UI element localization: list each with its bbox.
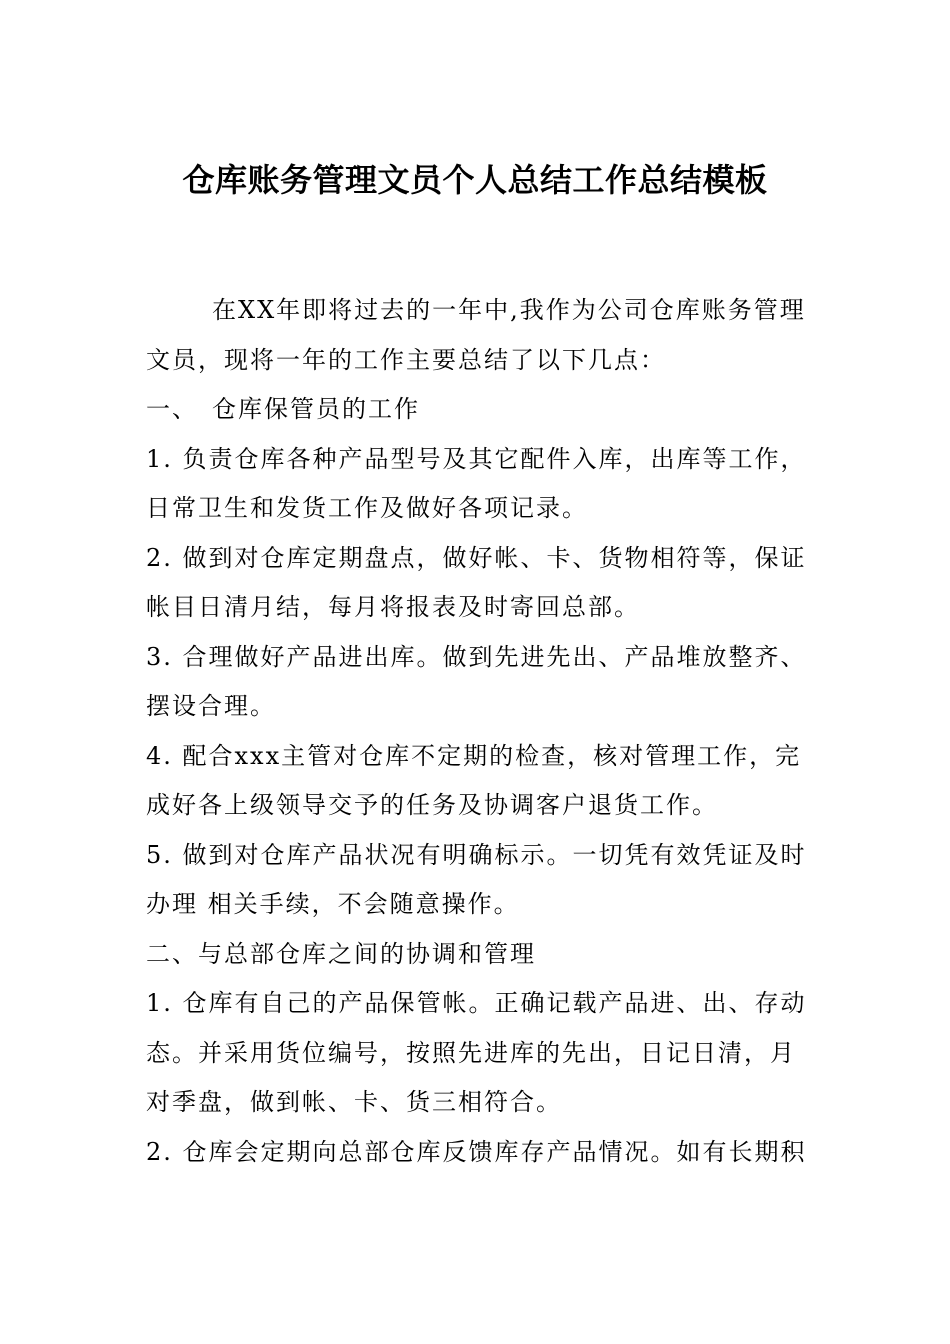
list-item-line: 成好各上级领导交予的任务及协调客户退货工作。 [146, 791, 718, 819]
list-item-line: 办理 相关手续，不会随意操作。 [146, 890, 520, 918]
list-item-line: 帐目日清月结，每月将报表及时寄回总部。 [146, 593, 640, 621]
paragraph-line: 在XX年即将过去的一年中,我作为公司仓库账务管理 [212, 296, 806, 324]
list-item-line: 对季盘，做到帐、卡、货三相符合。 [146, 1088, 562, 1116]
paragraph-line: 文员，现将一年的工作主要总结了以下几点： [146, 345, 666, 374]
list-item-line: 摆设合理。 [146, 692, 276, 720]
list-item-line: 2. 仓库会定期向总部仓库反馈库存产品情况。如有长期积 [146, 1137, 807, 1166]
section-heading: 二、与总部仓库之间的协调和管理 [146, 939, 536, 968]
list-item-line: 态。并采用货位编号，按照先进库的先出，日记日清，月 [146, 1038, 796, 1067]
section-heading: 一、 仓库保管员的工作 [146, 395, 420, 423]
list-item-line: 4. 配合xxx主管对仓库不定期的检查，核对管理工作，完 [146, 741, 802, 770]
document-title: 仓库账务管理文员个人总结工作总结模板 [182, 161, 768, 199]
document-body [146, 286, 808, 1177]
list-item-line: 5. 做到对仓库产品状况有明确标示。一切凭有效凭证及时 [146, 840, 807, 869]
list-item-line: 1. 仓库有自己的产品保管帐。正确记载产品进、出、存动 [146, 989, 807, 1017]
list-item-line: 3. 合理做好产品进出库。做到先进先出、产品堆放整齐、 [146, 642, 807, 671]
list-item-line: 2. 做到对仓库定期盘点，做好帐、卡、货物相符等，保证 [146, 543, 807, 572]
list-item-line: 日常卫生和发货工作及做好各项记录。 [146, 494, 588, 522]
list-item-line: 1. 负责仓库各种产品型号及其它配件入库，出库等工作， [146, 444, 807, 473]
